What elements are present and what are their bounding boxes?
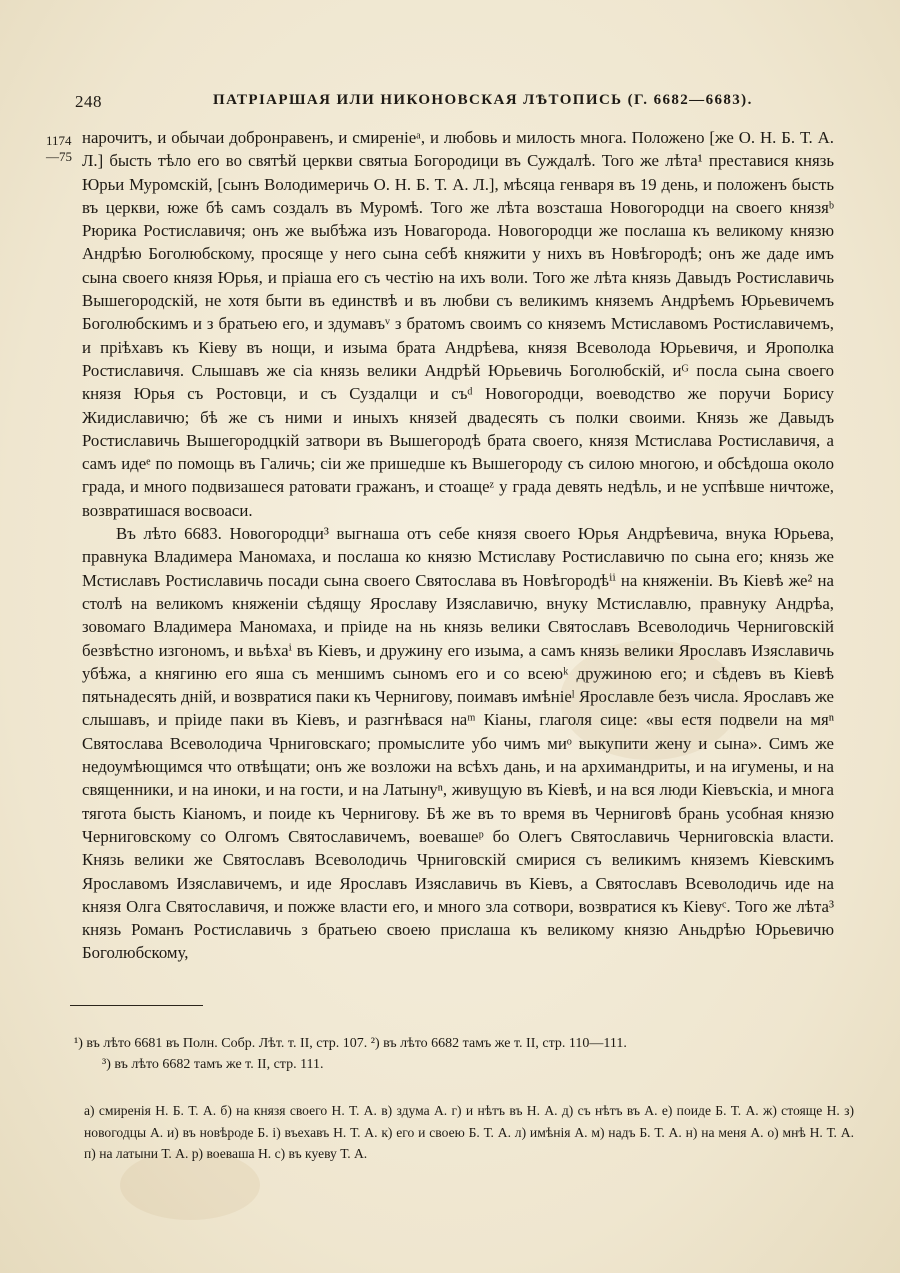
footnote: ³) въ лѣто 6682 тамъ же т. II, стр. 111. <box>102 1057 324 1072</box>
paragraph: нарочитъ, и обычаи добронравенъ, и смиреніеᵃ, и любовь и милость многа. Положено [же О. Н. Б. Т. А. Л.] бысть тѣло его во святѣй церкви святыа Богородици въ Суждалѣ. Того же лѣта¹ преставися князь Юрьи Муромскій, [сынъ Володимеричь О. Н. Б. Т. А. Л.], мѣсяца генваря въ 19 день, и положенъ бысть въ церкви, юже бѣ самъ создалъ въ Муромѣ. Того же лѣта возсташа Новогородци на своего князяᵇ Рюрика Ростиславичя; онъ же выбѣжа изъ Новагорода. Новогородци же послаша къ великому князю Андрѣю Боголюбскому, просяще у него сына себѣ княжити у нихъ въ Новѣгородѣ; онъ же даде имъ сына своего князя Юрья, и пріаша его съ честію на ихъ воли. Того же лѣта князь Давыдъ Ростиславичь Вышегородскій, не хотя быти въ единствѣ и въ любви съ великимъ княземъ Андрѣемъ Юрьевичемъ Боголюбскимъ и з братьею его, и здумавъᵛ з братомъ своимъ со княземъ Мстиславомъ Ростиславичемъ, и пріѣхавъ къ Кіеву въ нощи, и изыма брата Андрѣева, князя Всеволода Юрьевичя, и Ярополка Ростиславичя. Слышавъ же сіа князь велики Андрѣй Юрьевичь Боголюбскій, иᴳ посла сына своего князя Юрья съ Ростовци, и съ Суздалци и съᵈ Новогородци, воеводство же поручи Борису Жидиславичю; бѣ же съ ними и иныхъ князей двадесять съ полки своими. Князь же Давыдъ Ростиславичь Вышегородцкій затвори въ Вышегородѣ брата своего, князя Мстислава Ростиславичя, а самъ идеᵉ по помощь въ Галичь; сіи же пришедше къ Вышегороду съ силою многою, и обсѣдоша около града, и много подвизашеся ратовати гражанъ, и стоащеᶻ у града девять недѣль, и не успѣвше ничтоже, возвратишася восвоаси. <box>82 128 834 520</box>
footnote: ¹) въ лѣто 6681 въ Полн. Собр. Лѣт. т. II, стр. 107. ²) въ лѣто 6682 тамъ же т. II, стр. 110—111. <box>74 1036 627 1051</box>
paragraph: Въ лѣто 6683. Новогородци³ выгнаша отъ себе князя своего Юрья Андрѣевича, внука Юрьева, правнука Владимера Маномаха, и послаша ко князю Мстиславу Ростиславичю по сына его; князь же Мстиславъ Ростиславичь посади сына своего Святослава въ Новѣгородѣⁱⁱ на княженіи. Въ Кіевѣ же² на столѣ на великомъ княженіи сѣдящу Ярославу Изяславичю, внуку Мстиславлю, правнуку Андрѣа, зовомаго Владимера Маномаха, и пріиде на нь князь велики Святославъ Всеволодичь Черниговскій безвѣстно изгономъ, и вьѣхаⁱ въ Кіевъ, и дружину его изыма, а самъ князь велики Ярославъ Изяславичь убѣжа, а княгиню его яша съ меншимъ сыномъ его и со всеюᵏ дружиною его; и сѣдевъ въ Кіевѣ пятьнадесять дній, и возвратися паки къ Чернигову, поимавъ имѣніеˡ Ярославле безъ числа. Ярославъ же слышавъ, и пріиде паки въ Кіевъ, и разгнѣвася наᵐ Кіаны, глаголя сице: «вы естя подвели на мяⁿ Святослава Всеволодича Чрниговскаго; промыслите убо чимъ миᵒ выкупити жену и сына». Симъ же недоумѣющимся что отвѣщати; онъ же возложи на всѣхъ дань, и на архимандриты, и на игумены, и на священники, и на иноки, и на гости, и на Латынуⁿ, живущую въ Кіевѣ, и на вся люди Кіевъскіа, и многа тягота бысть Кіаномъ, и поиде къ Чернигову. Бѣ же въ то время въ Черниговѣ брань усобная князю Черниговскому со Олгомъ Святославичемъ, воевашеᵖ бо Олегъ Святославичь Черниговскіа власти. Князь велики же Святославъ Всеволодичь Чрниговскій смирися съ великимъ княземъ Кіевскимъ Ярославомъ Изяславичемъ, и иде Ярославъ Изяславичь въ Кіевъ, а Святославъ Всеволодичь иде на князя Олга Святославичя, и пожже власти его, и много зла сотвори, возвратися къ Кіевуᶜ. Того же лѣта³ князь Романъ Ростиславичь з братьею своею прислаша къ великому князю Аньдрѣю Юрьевичю Боголюбскому, <box>82 524 834 963</box>
margin-year: —75 <box>46 149 72 164</box>
footnotes <box>74 1033 849 1075</box>
page-number: 248 <box>75 92 102 111</box>
main-text <box>82 126 834 965</box>
running-head <box>75 92 835 116</box>
textual-variants: а) смиренія Н. Б. Т. А. б) на князя своего Н. Т. А. в) здума А. г) и нѣтъ въ Н. А. д) съ нѣтъ въ А. е) поиде Б. Т. А. ж) стояще Н. з) новогодцы А. и) въ новѣроде Б. і) въехавъ Н. Т. А. к) его и своею Б. Т. А. л) имѣнія А. м) надъ Б. Т. А. н) на меня А. о) мнѣ Н. Т. А. п) на латыни Т. А. р) воеваша Н. с) въ куеву Т. А. <box>84 1103 854 1161</box>
margin-year: 1174 <box>46 133 72 148</box>
running-title: ПАТРІАРШАЯ ИЛИ НИКОНОВСКАЯ ЛѢТОПИСЬ (Г. 6682—6683). <box>213 92 753 108</box>
footnote-rule <box>70 1005 203 1006</box>
